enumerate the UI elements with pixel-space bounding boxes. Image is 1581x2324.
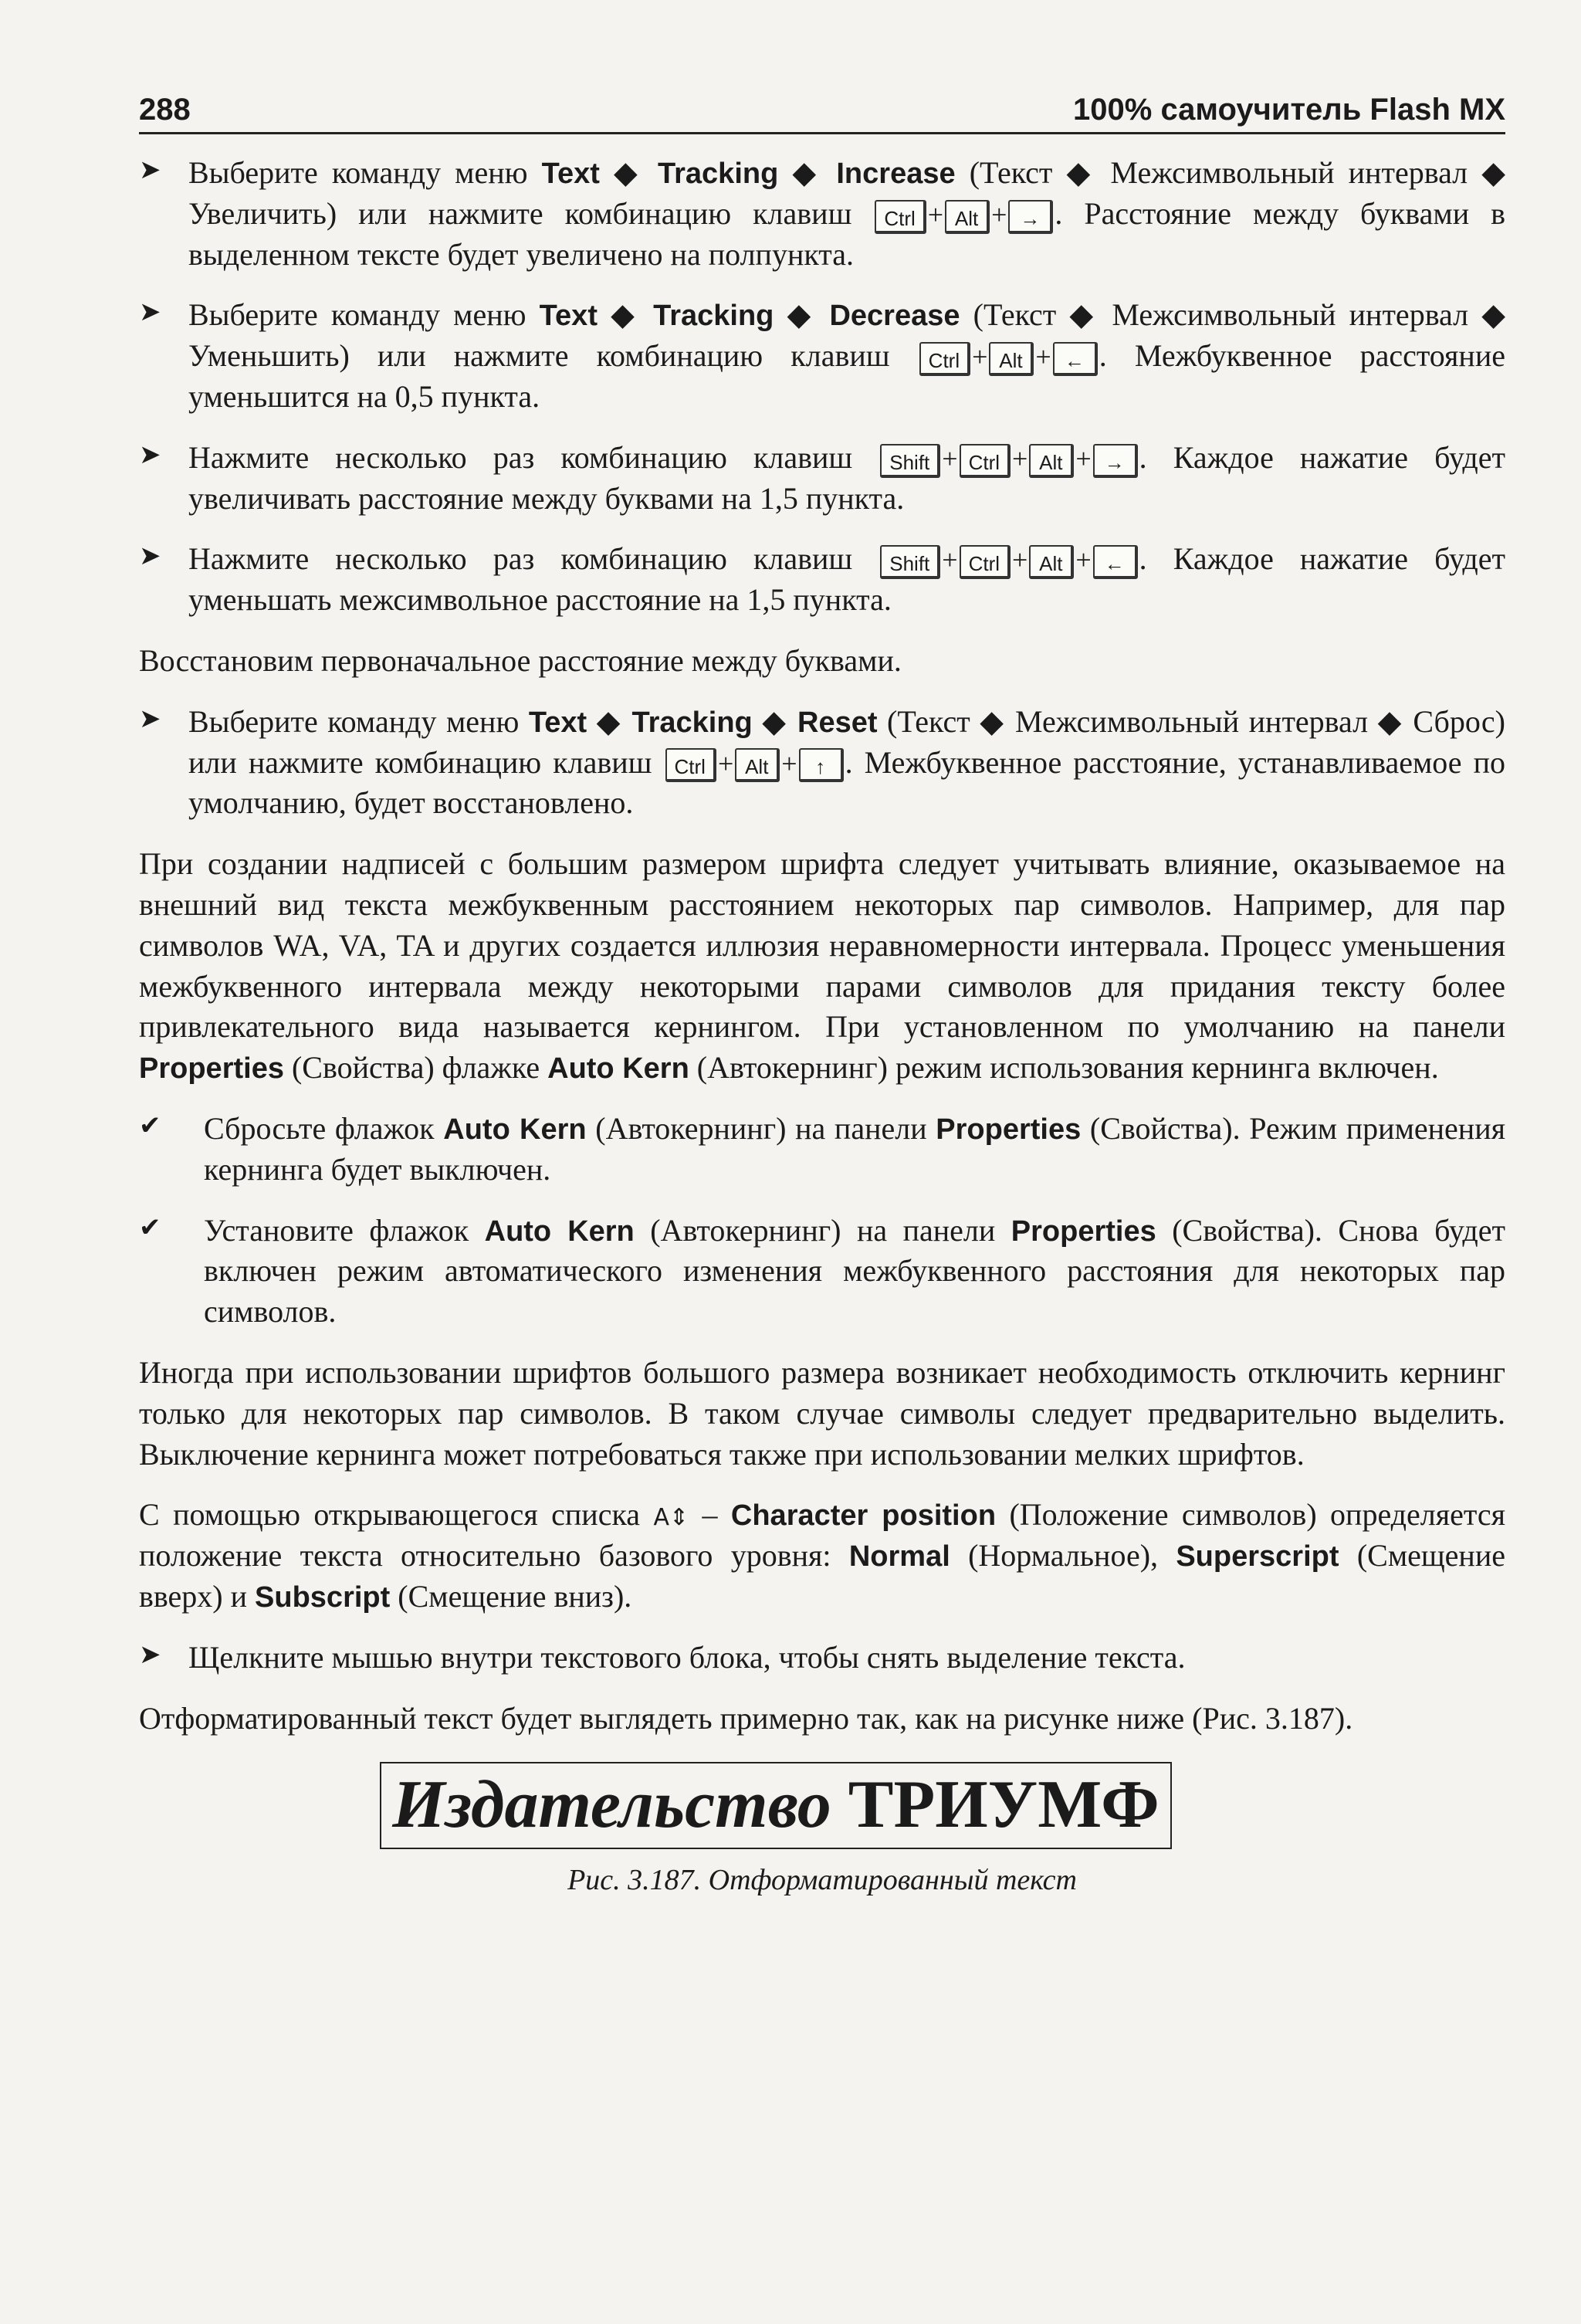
character-position-icon: A⇕ [653, 1504, 689, 1532]
ui-term: Auto Kern [547, 1052, 689, 1086]
key-left-arrow: ← [1093, 545, 1138, 579]
key-shift: Shift [880, 444, 940, 478]
key-alt: Alt [989, 342, 1034, 376]
menu-command: Tracking [658, 158, 779, 190]
ui-term: Superscript [1176, 1540, 1339, 1574]
figure-caption: Рис. 3.187. Отформатированный текст [567, 1864, 1077, 1897]
instruction-reset: ➤ Выберите команду меню Text ◆ Tracking ◆ Reset (Текст ◆ Межсимвольный интервал ◆ Сброс) или нажмите комбинацию клавиш Ctrl + Alt + ↑ . Межбуквенное расстояние, устанавливаемое по умолчанию, будет восстановлено. [139, 703, 1505, 821]
key-shift: Shift [880, 545, 940, 579]
arrow-bullet-icon: ➤ [139, 1638, 161, 1670]
key-ctrl: Ctrl [919, 342, 970, 376]
ui-term: Auto Kern [443, 1113, 587, 1146]
menu-command: Reset [797, 706, 878, 739]
ui-term: Subscript [255, 1580, 391, 1614]
menu-command: Text [528, 706, 587, 739]
sample-bold-word: ТРИУМФ [848, 1767, 1160, 1843]
ui-term: Properties [1011, 1215, 1156, 1248]
key-alt: Alt [1029, 444, 1074, 478]
instruction-shift-increase: ➤ Нажмите несколько раз комбинацию клавиш Shift + Ctrl + Alt + → . Каждое нажатие будет увеличивать расстояние между буквами на 1,5 пункта. [139, 439, 1506, 516]
key-alt: Alt [945, 200, 990, 234]
instruction-increase: ➤ Выберите команду меню Text ◆ Tracking ◆ Increase (Текст ◆ Межсимвольный интервал ◆ Увеличить) или нажмите комбинацию клавиш Ctrl + Alt + → . Расстояние между буквами в выделенном тексте будет увеличено на полпункта. [139, 154, 1506, 272]
checkmark-icon: ✔ [139, 1109, 161, 1141]
ui-term: Auto Kern [484, 1215, 635, 1248]
arrow-bullet-icon: ➤ [139, 703, 161, 734]
key-right-arrow: → [1008, 200, 1053, 234]
arrow-bullet-icon: ➤ [139, 540, 161, 572]
book-title: 100% самоучитель Flash MX [1073, 93, 1505, 127]
arrow-bullet-icon: ➤ [139, 439, 161, 470]
formatted-text-sample [380, 1762, 1171, 1849]
page-header [139, 93, 1505, 134]
menu-command: Text [541, 158, 600, 190]
menu-command: Tracking [653, 300, 774, 333]
sample-italic-word: Издательство [392, 1767, 831, 1843]
paragraph-character-position: С помощью открывающегося списка A⇕ – Character position (Положение символов) определяется положение текста относительно базового уровня: Normal (Нормальное), Superscript (Смещение вверх) и Subscript (Смещение вниз). [139, 1497, 1506, 1614]
key-up-arrow: ↑ [799, 748, 844, 782]
key-ctrl: Ctrl [960, 444, 1011, 478]
paragraph-kerning: При создании надписей с большим размером шрифта следует учитывать влияние, оказываемое на внешний вид текста межбуквенным расстоянием некоторых пар символов. Например, для пар символов WA, VA, TA и других создается иллюзия неравномерности интервала. Процесс уменьшения межбуквенного интервала между некоторыми парами символов для придания тексту более привлекательного вида называется кернингом. При установленном по умолчанию на панели Properties (Свойства) флажке Auto Kern (Автокернинг) режим использования кернинга включен. [139, 846, 1505, 1086]
paragraph-kerning-selection: Иногда при использовании шрифтов большого размера возникает необходимость отключить кернинг только для некоторых пар символов. В таком случае символы следует предварительно выделить. Выключение кернинга может потребоваться также при использовании мелких шрифтов. [139, 1354, 1505, 1472]
ui-term: Normal [848, 1540, 950, 1574]
instruction-deselect: ➤ Щелкните мышью внутри текстового блока, чтобы снять выделение текста. [139, 1638, 1186, 1675]
key-alt: Alt [1029, 545, 1074, 579]
ui-term: Properties [139, 1052, 284, 1086]
figure-formatted-text [139, 1762, 1505, 1897]
menu-command: Tracking [631, 706, 753, 739]
key-ctrl: Ctrl [665, 748, 716, 782]
menu-command: Text [539, 300, 598, 333]
key-ctrl: Ctrl [875, 200, 926, 234]
ui-term: Properties [936, 1113, 1082, 1146]
instruction-decrease: ➤ Выберите команду меню Text ◆ Tracking ◆ Decrease (Текст ◆ Межсимвольный интервал ◆ Уменьшить) или нажмите комбинацию клавиш Ctrl + Alt + ← . Межбуквенное расстояние уменьшится на 0,5 пункта. [139, 296, 1506, 414]
paragraph-result: Отформатированный текст будет выглядеть примерно так, как на рисунке ниже (Рис. 3.187). [139, 1700, 1353, 1736]
book-page [139, 93, 1505, 1897]
page-number: 288 [139, 93, 191, 127]
key-right-arrow: → [1093, 444, 1138, 478]
checklist-item-check: ✔ Установите флажок Auto Kern (Автокернинг) на панели Properties (Свойства). Снова будет включен режим автоматического изменения межбуквенного расстояния для некоторых пар символов. [139, 1211, 1506, 1330]
menu-command: Increase [836, 158, 956, 190]
checkmark-icon: ✔ [139, 1211, 161, 1243]
arrow-bullet-icon: ➤ [139, 154, 161, 185]
ui-term: Character position [730, 1499, 997, 1533]
menu-command: Decrease [829, 300, 960, 333]
key-alt: Alt [735, 748, 780, 782]
key-left-arrow: ← [1053, 342, 1098, 376]
instruction-shift-decrease: ➤ Нажмите несколько раз комбинацию клавиш Shift + Ctrl + Alt + ← . Каждое нажатие будет уменьшать межсимвольное расстояние на 1,5 пункта. [139, 540, 1506, 618]
key-ctrl: Ctrl [960, 545, 1011, 579]
paragraph-restore: Восстановим первоначальное расстояние между буквами. [139, 642, 902, 678]
checklist-item-uncheck: ✔ Сбросьте флажок Auto Kern (Автокернинг) на панели Properties (Свойства). Режим применения кернинга будет выключен. [139, 1109, 1506, 1187]
arrow-bullet-icon: ➤ [139, 296, 161, 328]
